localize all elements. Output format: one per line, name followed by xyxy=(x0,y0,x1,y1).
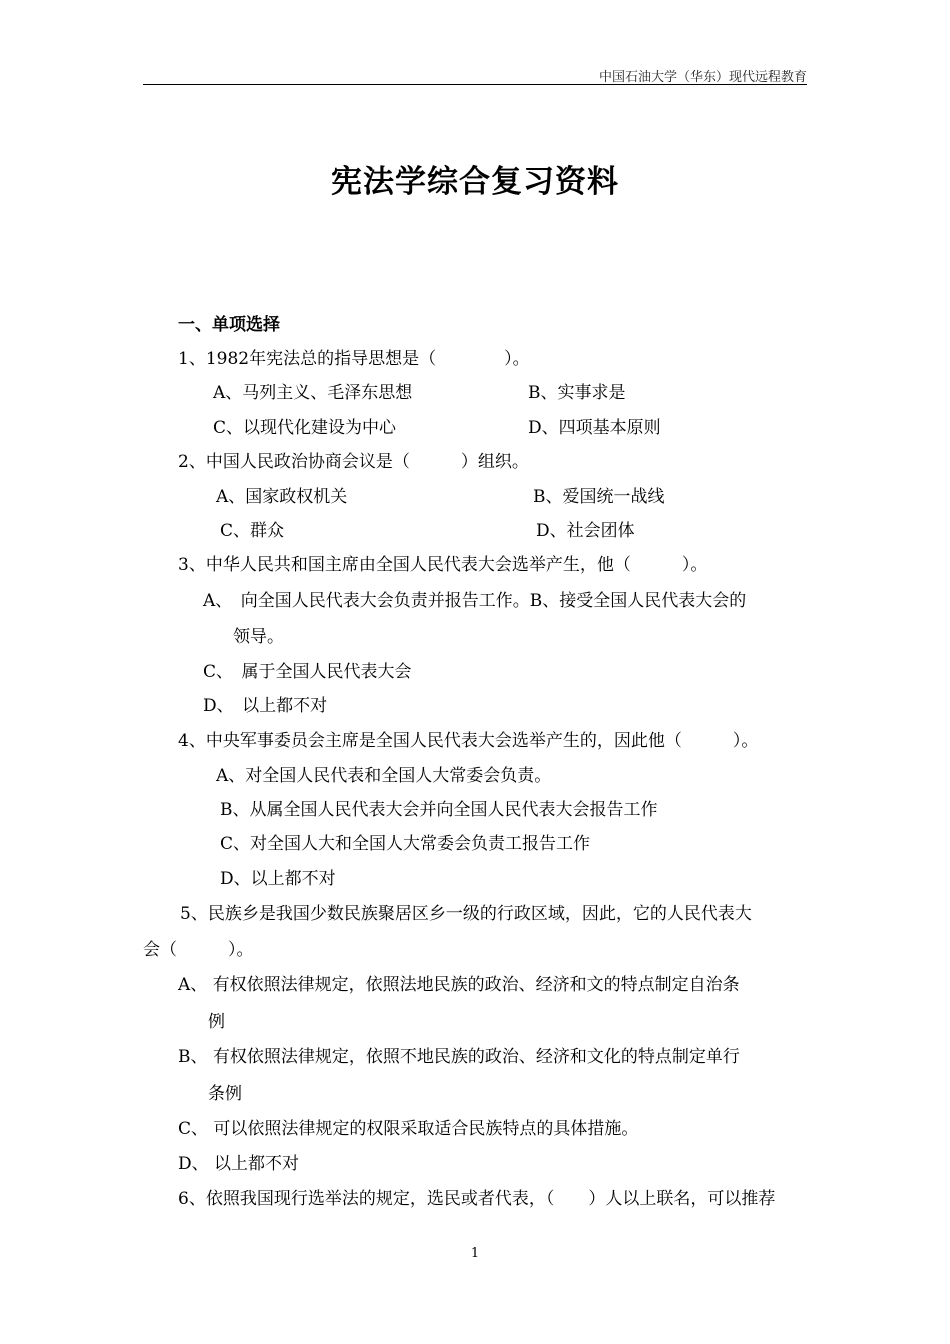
q1-option-d: D、四项基本原则 xyxy=(528,418,661,438)
q3-option-d: D、 以上都不对 xyxy=(203,696,328,716)
q4-option-a: A、对全国人民代表和全国人大常委会负责。 xyxy=(216,766,552,786)
q3-stem: 3、中华人民共和国主席由全国人民代表大会选举产生，他（ ）。 xyxy=(178,555,708,575)
q5-option-c: C、 可以依照法律规定的权限采取适合民族特点的具体措施。 xyxy=(178,1119,639,1139)
q4-stem: 4、中央军事委员会主席是全国人民代表大会选举产生的，因此他（ ）。 xyxy=(178,731,759,751)
q2-option-b: B、爱国统一战线 xyxy=(533,487,665,507)
q4-option-b: B、从属全国人民代表大会并向全国人民代表大会报告工作 xyxy=(220,800,658,820)
q5-stem-cont: 会（ ）。 xyxy=(143,940,254,960)
q5-option-a: A、 有权依照法律规定，依照法地民族的政治、经济和文的特点制定自治条 xyxy=(178,975,740,995)
q3-option-c: C、 属于全国人民代表大会 xyxy=(203,662,412,682)
q4-option-d: D、以上都不对 xyxy=(220,869,336,889)
q3-option-a: A、 向全国人民代表大会负责并报告工作。B、接受全国人民代表大会的 xyxy=(203,591,747,611)
q1-option-c: C、以现代化建设为中心 xyxy=(213,418,397,438)
page-number: 1 xyxy=(470,1246,480,1261)
q3-option-a-cont: 领导。 xyxy=(233,627,284,647)
page-title: 宪法学综合复习资料 xyxy=(331,164,619,200)
q5-option-b: B、 有权依照法律规定，依照不地民族的政治、经济和文化的特点制定单行 xyxy=(178,1047,740,1067)
q4-option-c: C、对全国人大和全国人大常委会负责工报告工作 xyxy=(220,834,591,854)
q2-option-a: A、国家政权机关 xyxy=(216,487,348,507)
q5-stem: 5、民族乡是我国少数民族聚居区乡一级的行政区域，因此，它的人民代表大 xyxy=(180,904,752,924)
header-institution: 中国石油大学（华东）现代远程教育 xyxy=(598,70,807,85)
q1-option-a: A、马列主义、毛泽东思想 xyxy=(213,383,413,403)
q5-option-a-cont: 例 xyxy=(208,1012,225,1032)
q5-option-d: D、 以上都不对 xyxy=(178,1154,300,1174)
section-heading: 一、单项选择 xyxy=(178,315,280,335)
q1-stem: 1、1982年宪法总的指导思想是（ ）。 xyxy=(178,349,530,369)
q5-option-b-cont: 条例 xyxy=(208,1084,242,1104)
q1-option-b: B、实事求是 xyxy=(528,383,626,403)
header-divider xyxy=(143,84,807,85)
q2-option-c: C、群众 xyxy=(220,521,285,541)
q6-stem: 6、依照我国现行选举法的规定，选民或者代表，（ ）人以上联名，可以推荐 xyxy=(178,1189,776,1209)
q2-option-d: D、社会团体 xyxy=(536,521,635,541)
q2-stem: 2、中国人民政治协商会议是（ ）组织。 xyxy=(178,452,529,472)
